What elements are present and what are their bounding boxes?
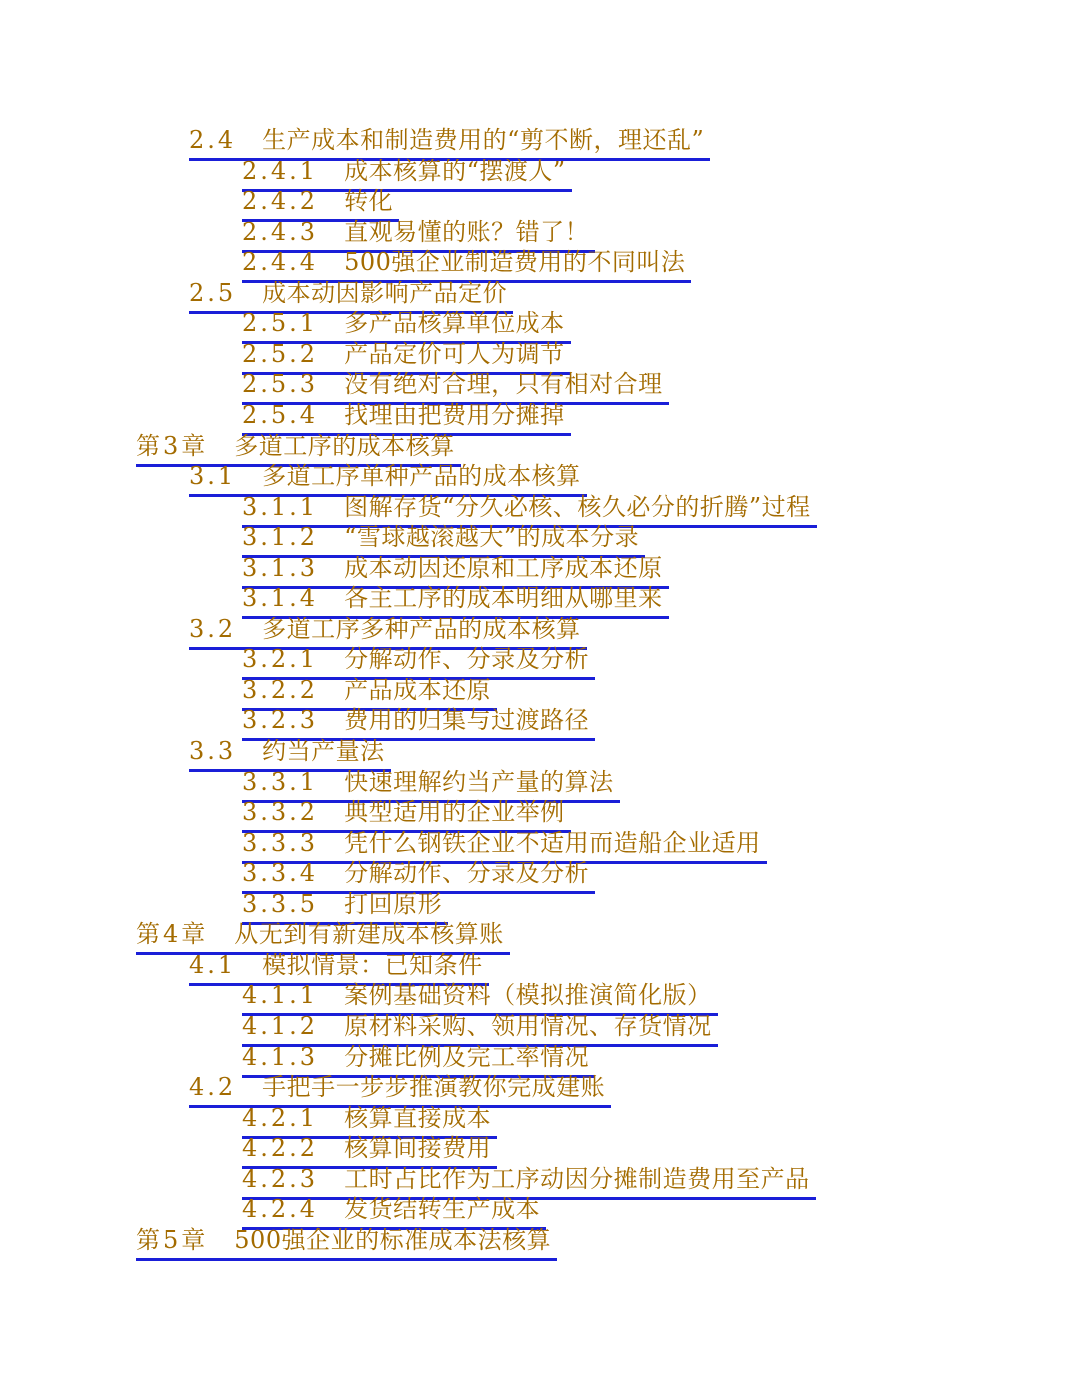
toc-entry-number: 3.3.4 [242,859,319,888]
toc-entry-title: 转化 [344,187,394,216]
toc-entry-number: 2.5.3 [242,370,319,399]
toc-entry-number: 3.1 [189,462,237,491]
toc-entry-number: 4.2 [189,1073,237,1102]
toc-entry-title: 500强企业的标准成本法核算 [234,1225,552,1254]
toc-entry-number: 3.1.4 [242,584,319,613]
toc-entry-title: 案例基础资料（模拟推演简化版） [344,981,712,1010]
toc-entry-number: 2.5.2 [242,339,319,368]
toc-entry-number: 2.5.4 [242,400,319,429]
toc-entry-title: 分摊比例及完工率情况 [344,1042,590,1071]
toc-entry-title: 核算间接费用 [344,1134,492,1163]
toc-entry-title: 凭什么钢铁企业不适用而造船企业适用 [344,828,761,857]
toc-entry-number: 第3章 [136,431,209,460]
toc-entry-number: 2.5.1 [242,309,319,338]
toc-entry-number: 2.5 [189,278,237,307]
toc-entry-title: 成本动因影响产品定价 [262,278,508,307]
toc-entry-title: 从无到有新建成本核算账 [234,920,504,949]
toc-entry-title: 分解动作、分录及分析 [344,859,590,888]
toc-entry-number: 3.3.3 [242,828,319,857]
toc-entry-title: 手把手一步步推演教你完成建账 [262,1073,606,1102]
toc-entry-title: 分解动作、分录及分析 [344,645,590,674]
toc-entry-number: 3.2 [189,614,237,643]
toc-entry-number: 第4章 [136,920,209,949]
toc-entry-title: 多道工序的成本核算 [234,431,455,460]
toc-entry-title: 多产品核算单位成本 [344,309,565,338]
toc-entry-number: 3.3.2 [242,798,319,827]
toc-entry-number: 4.2.3 [242,1164,319,1193]
toc-entry-number: 2.4.4 [242,248,319,277]
toc-entry-title: 各主工序的成本明细从哪里来 [344,584,663,613]
toc-entry-title: 产品成本还原 [344,675,492,704]
toc-entry-title: 原材料采购、领用情况、存货情况 [344,1011,712,1040]
toc-entry-title: 成本核算的“摆渡人” [344,156,566,185]
toc-entry-title: 模拟情景：已知条件 [262,950,483,979]
toc-entry-title: “雪球越滚越大”的成本分录 [344,523,640,552]
toc-entry-title: 发货结转生产成本 [344,1195,541,1224]
toc-entry-number: 3.3.1 [242,767,319,796]
toc-entry-title: 没有绝对合理，只有相对合理 [344,370,663,399]
toc-entry-title: 约当产量法 [262,737,385,765]
toc-entry-number: 2.4 [189,126,237,154]
toc-entry-title: 费用的归集与过渡路径 [344,706,590,735]
toc-entry-number: 2.4.3 [242,217,319,246]
toc-entry-title: 500强企业制造费用的不同叫法 [344,248,686,277]
toc-entry-title: 成本动因还原和工序成本还原 [344,553,663,582]
toc-entry-number: 3.3.5 [242,889,319,918]
toc-entry-title: 快速理解约当产量的算法 [344,767,614,796]
toc-entry-number: 3.1.2 [242,523,319,552]
toc-entry-number: 4.2.1 [242,1103,319,1132]
toc-entry-title: 图解存货“分久必核、核久必分的折腾”过程 [344,492,811,521]
toc-entry-number: 4.2.2 [242,1134,319,1163]
toc-entry-number: 3.1.3 [242,553,319,582]
toc-entry-number: 2.4.1 [242,156,319,185]
toc-entry-title: 工时占比作为工序动因分摊制造费用至产品 [344,1164,810,1193]
toc-entry-number: 2.4.2 [242,187,319,216]
toc-entry-title: 直观易懂的账？错了！ [344,217,590,246]
toc-entry-number: 4.1 [189,950,237,979]
toc-entry-title: 多道工序单种产品的成本核算 [262,462,581,491]
toc-entry-title: 多道工序多种产品的成本核算 [262,614,581,643]
toc-entry-title: 生产成本和制造费用的“剪不断，理还乱” [262,126,705,154]
toc-entry-title: 核算直接成本 [344,1103,492,1132]
toc-entry-number: 4.1.3 [242,1042,319,1071]
toc-entry-title: 打回原形 [344,889,443,918]
toc-entry-level-1[interactable] [136,1226,557,1261]
toc-entry-number: 4.1.2 [242,1011,319,1040]
toc-entry-title: 产品定价可人为调节 [344,339,565,368]
toc-entry-number: 4.1.1 [242,981,319,1010]
toc-entry-number: 4.2.4 [242,1195,319,1224]
toc-entry-number: 第5章 [136,1225,209,1254]
toc-entry-number: 3.1.1 [242,492,319,521]
toc-entry-title: 典型适用的企业举例 [344,798,565,827]
toc-entry-number: 3.2.3 [242,706,319,735]
toc-entry-number: 3.2.1 [242,645,319,674]
toc-entry-title: 找理由把费用分摊掉 [344,400,565,429]
toc-entry-number: 3.3 [189,737,237,765]
toc-entry-number: 3.2.2 [242,675,319,704]
